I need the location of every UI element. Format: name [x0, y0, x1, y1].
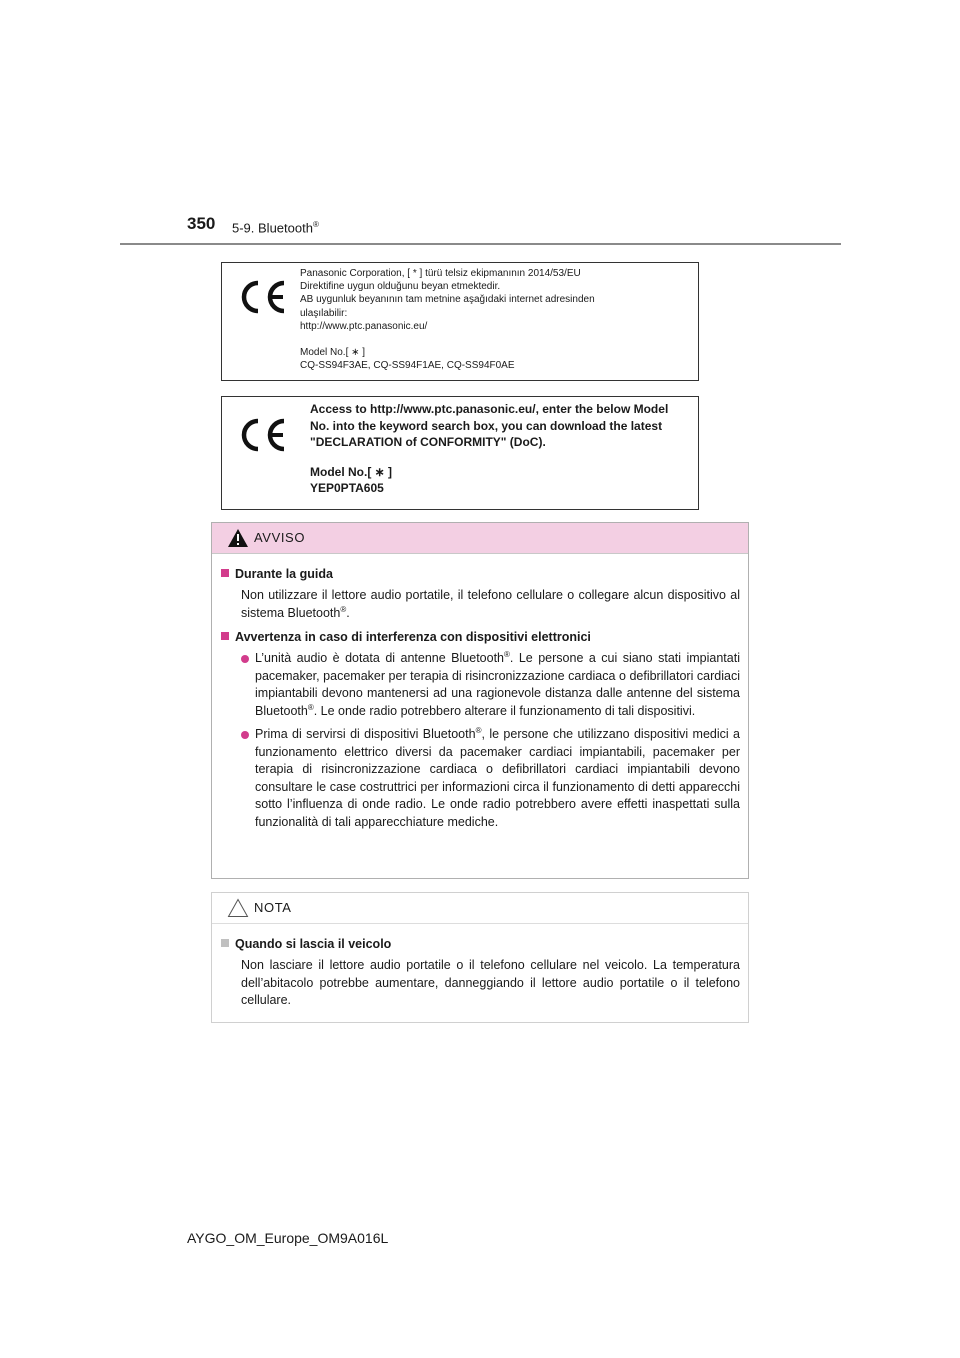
ce-declaration-box-turkish: [221, 262, 699, 381]
ce-mark-icon: [234, 279, 290, 315]
ce-line: No. into the keyword search box, you can download the latest: [310, 418, 663, 433]
nota-header: [212, 893, 748, 924]
avviso-label: AVVISO: [254, 530, 306, 545]
avviso-bullet: Prima di servirsi di dispositivi Bluetooth®, le persone che utilizzano dispositivi medici a funzionamento elettrico diversi da pacemaker cardiaci impiantabili, pacemaker per terapia di risincronizzazione cardiaca o defibrillatori cardiaci impiantabili devono consultare le case costruttrici per informazioni circa il funzionamento di detti apparecchi sotto l’influenza di onde radio. Le onde radio potrebbero avere effetti inaspettati sulla funzionalità di tali apparecchiature mediche.: [241, 726, 740, 831]
ce-line: Direktifine uygun olduğunu beyan etmektedir.: [300, 281, 501, 293]
ce-text-block: [310, 401, 668, 497]
warning-triangle-icon: [227, 528, 249, 548]
avviso-bullet: L’unità audio è dotata di antenne Bluetooth®. Le persone a cui siano stati impiantati pacemaker, pacemaker per terapia di risincronizzazione cardiaca o defibrillatori cardiaci impiantabili devono mantenersi ad una ragionevole distanza dalle antenne del sistema Bluetooth®. Le onde radio potrebbero alterare il funzionamento di tali dispositivi.: [241, 650, 740, 720]
square-bullet-icon: [221, 569, 229, 577]
model-label: Model No.[ ∗ ]: [310, 464, 393, 479]
model-values: CQ-SS94F3AE, CQ-SS94F1AE, CQ-SS94F0AE: [300, 360, 515, 372]
nota-label: NOTA: [254, 900, 292, 915]
avviso-title-driving: Durante la guida: [219, 565, 748, 583]
round-bullet-icon: [241, 731, 249, 739]
section-title: 5-9. Bluetooth®: [232, 220, 319, 236]
nota-title-leaving-vehicle: Quando si lascia il veicolo: [219, 935, 748, 953]
avviso-warning-panel: [211, 522, 749, 879]
ce-link-line: http://www.ptc.panasonic.eu/: [300, 320, 428, 332]
ce-line: "DECLARATION of CONFORMITY" (DoC).: [310, 435, 546, 450]
header-rule: [120, 243, 841, 245]
model-values: YEP0PTA605: [310, 481, 384, 496]
avviso-title-interference: Avvertenza in caso di interferenza con dispositivi elettronici: [219, 628, 748, 646]
ce-line: AB uygunluk beyanının tam metnine aşağıdaki internet adresinden: [300, 294, 595, 306]
notice-triangle-icon: [227, 898, 249, 918]
footer-document-code: AYGO_OM_Europe_OM9A016L: [187, 1230, 389, 1246]
ce-line: Access to http://www.ptc.panasonic.eu/, enter the below Model: [310, 402, 669, 416]
avviso-paragraph: Non utilizzare il lettore audio portatile, il telefono cellulare o collegare alcun dispositivo al sistema Bluetooth®.: [241, 588, 740, 620]
page-number: 350: [187, 214, 216, 233]
ce-line: ulaşılabilir:: [300, 307, 348, 319]
square-bullet-icon: [221, 632, 229, 640]
nota-paragraph: Non lasciare il lettore audio portatile o il telefono cellulare nel veicolo. La temperatura dell’abitacolo potrebbe aumentare, danneggiando il lettore audio portatile o il telefono cellulare.: [241, 958, 740, 1007]
nota-body: [212, 935, 748, 1010]
ce-declaration-box-english: [221, 396, 699, 510]
square-bullet-icon: [221, 939, 229, 947]
nota-notice-panel: [211, 892, 749, 1023]
ce-line: Panasonic Corporation, [ * ] türü telsiz ekipmanının 2014/53/EU: [300, 268, 581, 279]
avviso-header: [212, 523, 748, 554]
round-bullet-icon: [241, 655, 249, 663]
ce-mark-icon: [234, 417, 290, 453]
model-label: Model No.[ ∗ ]: [300, 346, 366, 358]
avviso-body: [212, 565, 748, 831]
ce-text-block: [300, 267, 595, 372]
